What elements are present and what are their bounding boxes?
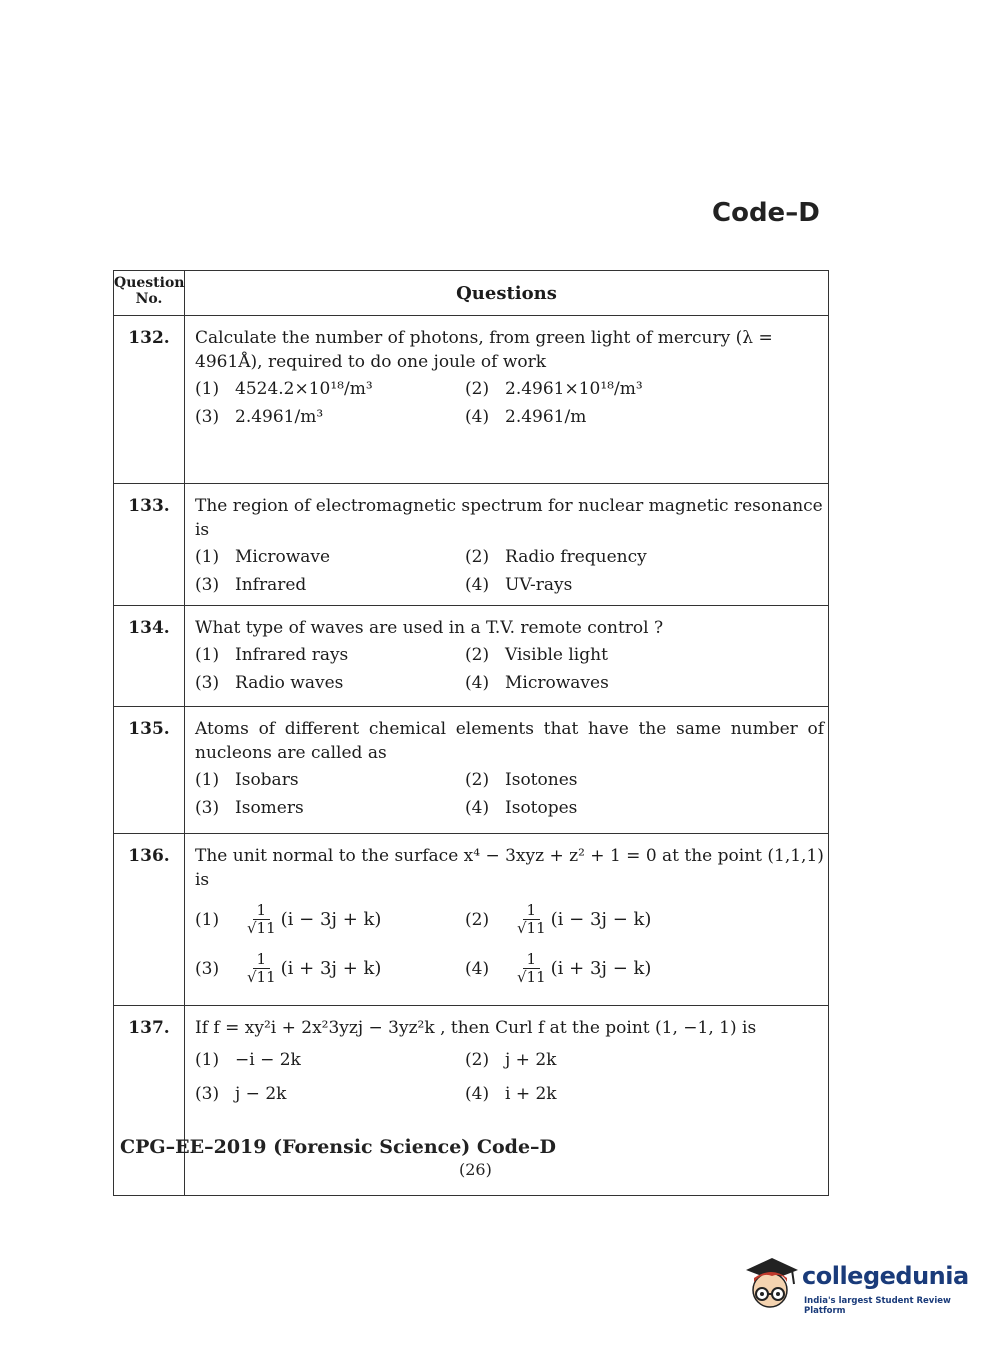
code-title: Code–D [712, 198, 820, 228]
question-text: Atoms of different chemical elements that have the same number of nucleons are called as [195, 719, 824, 763]
option-2: (2) Isotones [465, 770, 578, 790]
question-number: 133. [114, 484, 185, 606]
option-text: 4524.2×10¹⁸/m³ [235, 379, 373, 399]
option-3: (3) Radio waves [195, 673, 344, 693]
option-4: (4) UV-rays [465, 575, 573, 595]
question-number: 132. [114, 316, 185, 484]
question-row [114, 834, 829, 1006]
option-text: Infrared rays [235, 645, 349, 665]
question-text: If f = xy²i + 2x²3yzj − 3yz²k , then Curl f at the point (1, −1, 1) is [195, 1018, 757, 1038]
option-text: UV-rays [505, 575, 573, 595]
question-number: 137. [114, 1006, 185, 1196]
option-1: (1) Microwave [195, 547, 331, 567]
option-1: (1) 4524.2×10¹⁸/m³ [195, 379, 373, 399]
option-4: (4) Isotopes [465, 798, 578, 818]
collegedunia-logo [742, 1252, 972, 1318]
question-number: 135. [114, 707, 185, 834]
question-row [114, 606, 829, 707]
option-2: (2) Radio frequency [465, 547, 647, 567]
question-text: The unit normal to the surface x⁴ − 3xyz + z² + 1 = 0 at the point (1,1,1) is [195, 846, 824, 890]
option-text: j − 2k [235, 1084, 287, 1104]
option-text: Isomers [235, 798, 304, 818]
option-2: (2) 2.4961×10¹⁸/m³ [465, 379, 643, 399]
questions-table [113, 270, 829, 1196]
option-text: Infrared [235, 575, 307, 595]
option-text: Microwave [235, 547, 331, 567]
header-questions: Questions [185, 271, 829, 316]
fraction: $\frac{1}{√11}$ [247, 950, 276, 986]
fraction: $\frac{1}{√11}$ [517, 901, 546, 937]
logo-name: collegedunia [802, 1262, 969, 1290]
question-text: Calculate the number of photons, from green light of mercury (λ = 4961Å), required to do one joule of work [195, 328, 773, 372]
option-text: (i + 3j + k) [280, 957, 382, 979]
option-3: (3) j − 2k [195, 1084, 287, 1104]
option-text: Isotones [505, 770, 578, 790]
option-text: −i − 2k [235, 1050, 301, 1070]
option-2: (2) Visible light [465, 645, 608, 665]
option-text: (i − 3j + k) [280, 908, 382, 930]
option-text: Visible light [505, 645, 608, 665]
option-4: (4) i + 2k [465, 1084, 557, 1104]
question-number: 136. [114, 834, 185, 1006]
option-1: (1) Isobars [195, 770, 299, 790]
option-text: j + 2k [505, 1050, 557, 1070]
fraction: $\frac{1}{√11}$ [247, 901, 276, 937]
footer-exam-code: CPG–EE–2019 (Forensic Science) Code–D [120, 1136, 557, 1158]
question-text: The region of electromagnetic spectrum for nuclear magnetic resonance is [195, 496, 823, 540]
option-2: (2) $\frac{1}{√11}$ (i − 3j − k) [465, 901, 652, 937]
option-text: Radio frequency [505, 547, 647, 567]
option-text: (i − 3j − k) [550, 908, 652, 930]
option-3: (3) Infrared [195, 575, 307, 595]
option-3: (3) Isomers [195, 798, 304, 818]
question-text: What type of waves are used in a T.V. remote control ? [195, 618, 664, 638]
header-question-no: Question No. [114, 271, 185, 316]
option-text: Isobars [235, 770, 299, 790]
option-4: (4) $\frac{1}{√11}$ (i + 3j − k) [465, 950, 652, 986]
option-text: Radio waves [235, 673, 344, 693]
option-text: (i + 3j − k) [550, 957, 652, 979]
option-text: i + 2k [505, 1084, 557, 1104]
option-2: (2) j + 2k [465, 1050, 557, 1070]
question-row [114, 484, 829, 606]
question-row [114, 707, 829, 834]
option-4: (4) 2.4961/m [465, 407, 587, 427]
page-number: (26) [459, 1160, 492, 1179]
option-text: 2.4961/m [505, 407, 587, 427]
option-text: Microwaves [505, 673, 609, 693]
table-header [114, 271, 829, 316]
option-3: (3) 2.4961/m³ [195, 407, 324, 427]
option-text: Isotopes [505, 798, 578, 818]
fraction: $\frac{1}{√11}$ [517, 950, 546, 986]
mascot-icon [742, 1252, 800, 1318]
option-4: (4) Microwaves [465, 673, 609, 693]
question-number: 134. [114, 606, 185, 707]
option-1: (1) $\frac{1}{√11}$ (i − 3j + k) [195, 901, 382, 937]
option-1: (1) −i − 2k [195, 1050, 301, 1070]
option-3: (3) $\frac{1}{√11}$ (i + 3j + k) [195, 950, 382, 986]
option-1: (1) Infrared rays [195, 645, 349, 665]
question-row [114, 316, 829, 484]
option-text: 2.4961×10¹⁸/m³ [505, 379, 643, 399]
option-text: 2.4961/m³ [235, 407, 324, 427]
logo-tagline: India's largest Student Review Platform [804, 1296, 951, 1316]
